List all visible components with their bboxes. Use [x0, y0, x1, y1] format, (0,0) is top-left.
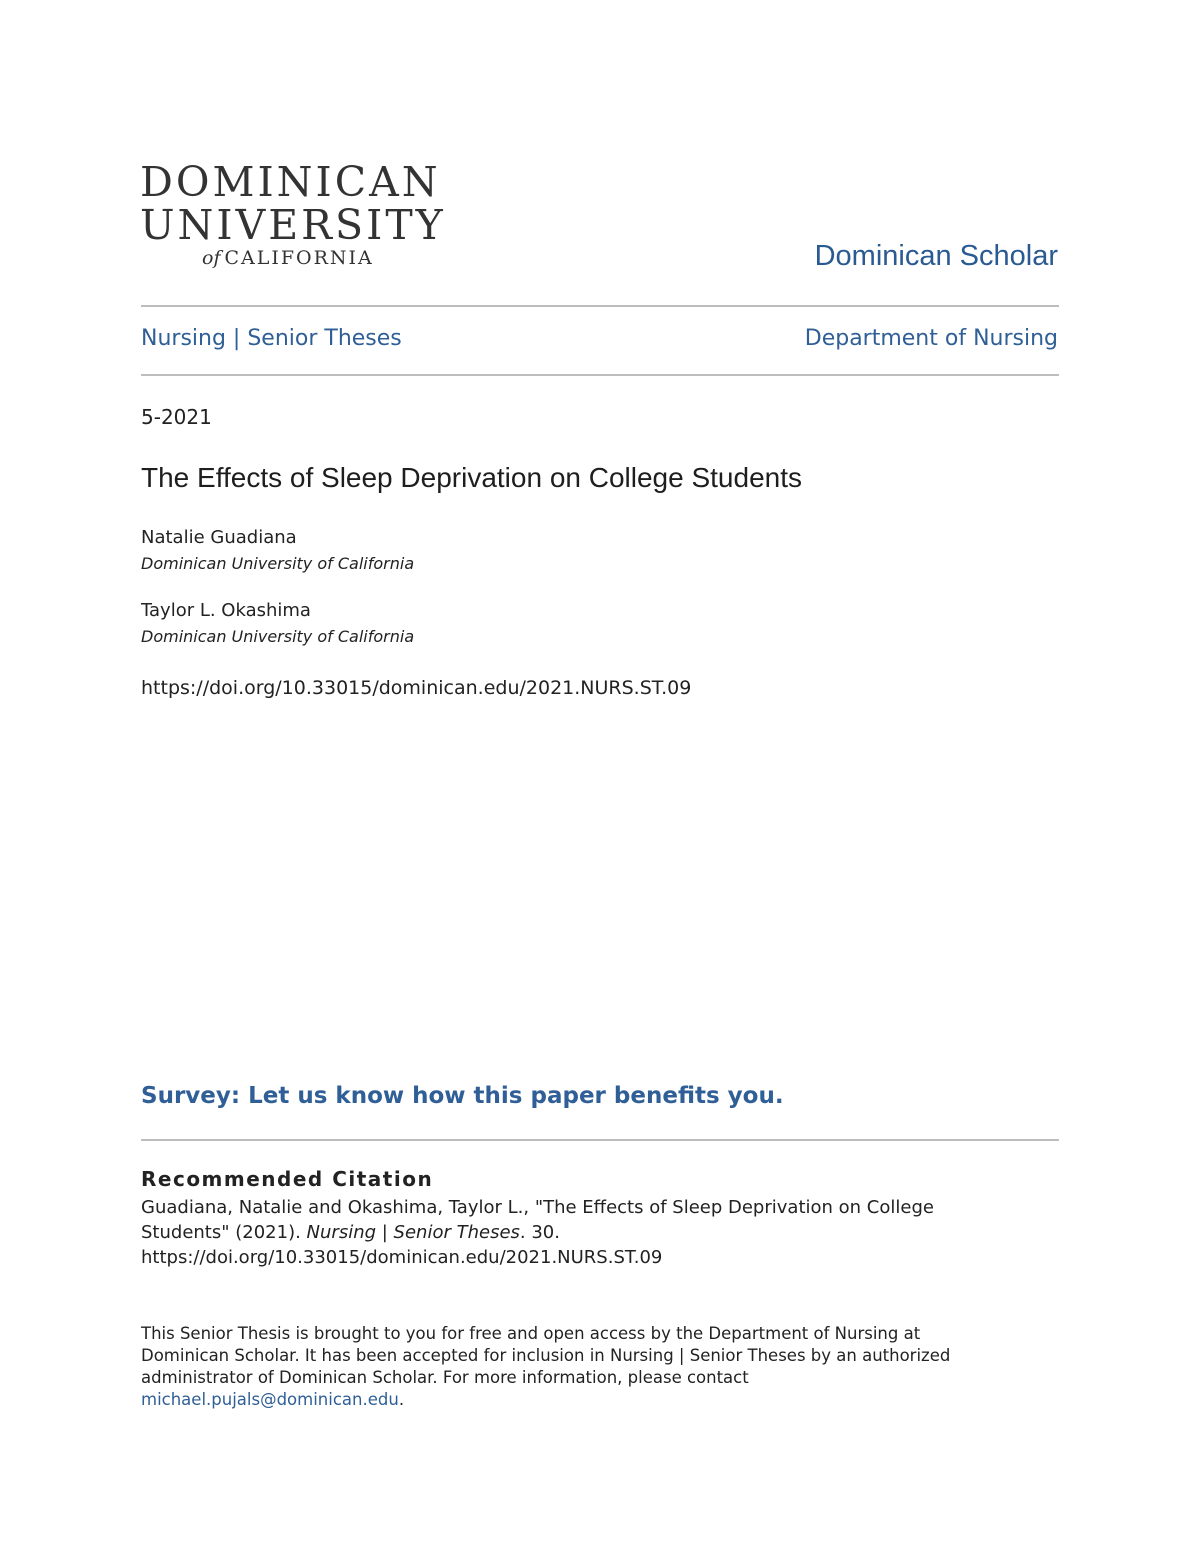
citation-text — [141, 1195, 1041, 1270]
author-affiliation: Dominican University of California — [141, 554, 415, 573]
contact-email-link[interactable]: michael.pujals@dominican.edu — [141, 1390, 399, 1409]
header-divider-top — [141, 305, 1059, 307]
publication-date: 5-2021 — [141, 405, 212, 429]
notice-line-2: Dominican Scholar. It has been accepted for inclusion in Nursing | Senior Theses by an authorized — [141, 1346, 951, 1365]
citation-divider — [141, 1139, 1059, 1141]
logo-word-of-california — [202, 246, 374, 270]
logo-word-dominican: DOMINICAN — [140, 158, 441, 206]
department-link[interactable]: Department of Nursing — [804, 326, 1058, 351]
university-logo — [140, 160, 480, 275]
paper-title: The Effects of Sleep Deprivation on College Students — [141, 462, 802, 493]
citation-line-1: Guadiana, Natalie and Okashima, Taylor L., "The Effects of Sleep Deprivation on College — [141, 1197, 934, 1218]
citation-series: Nursing | Senior Theses — [306, 1222, 520, 1243]
series-link[interactable]: Nursing | Senior Theses — [141, 326, 402, 351]
notice-line-1: This Senior Thesis is brought to you for free and open access by the Department of Nursing at — [141, 1324, 921, 1343]
notice-line-3: administrator of Dominican Scholar. For more information, please contact — [141, 1368, 749, 1387]
logo-word-university: UNIVERSITY — [140, 201, 446, 249]
citation-heading: Recommended Citation — [141, 1167, 434, 1191]
citation-line-2-end: . 30. — [519, 1222, 560, 1243]
dominican-scholar-link[interactable]: Dominican Scholar — [814, 240, 1058, 272]
doi-link[interactable]: https://doi.org/10.33015/dominican.edu/2021.NURS.ST.09 — [141, 677, 692, 699]
author-name: Natalie Guadiana — [141, 527, 297, 548]
notice-end: . — [398, 1390, 405, 1409]
citation-doi[interactable]: https://doi.org/10.33015/dominican.edu/2021.NURS.ST.09 — [141, 1247, 663, 1268]
citation-line-2 — [141, 1220, 1041, 1245]
access-notice — [141, 1323, 1041, 1411]
notice-line-4 — [141, 1389, 1041, 1411]
author-affiliation: Dominican University of California — [141, 627, 415, 646]
citation-line-2-start: Students" (2021). — [141, 1222, 307, 1243]
author-name: Taylor L. Okashima — [141, 600, 311, 621]
survey-link[interactable]: Survey: Let us know how this paper benefits you. — [141, 1083, 784, 1109]
header-divider-bottom — [141, 374, 1059, 376]
logo-california: CALIFORNIA — [224, 247, 374, 269]
logo-of: of — [202, 247, 221, 269]
